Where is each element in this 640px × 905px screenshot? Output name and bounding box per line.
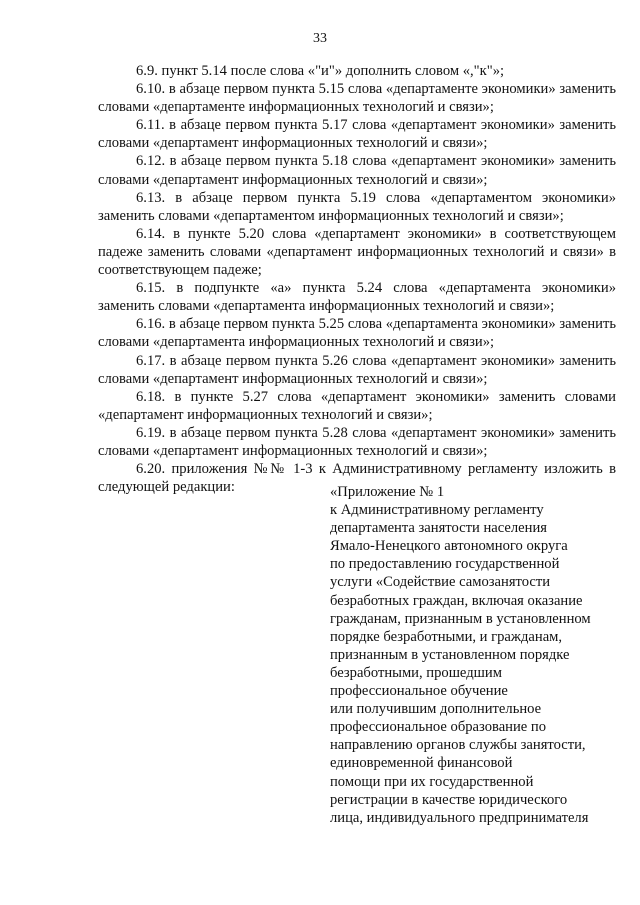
paragraph-6-15: 6.15. в подпункте «а» пункта 5.24 слова «департамента экономики» заменить словами «департамента информационных технологий и связи»; bbox=[98, 280, 616, 315]
appendix-line: порядке безработными, и гражданам, bbox=[330, 628, 563, 645]
appendix-line: Ямало-Ненецкого автономного округа bbox=[330, 538, 568, 555]
paragraph-6-16: 6.16. в абзаце первом пункта 5.25 слова «департамента экономики» заменить словами «департамента информационных технологий и связи»; bbox=[98, 316, 616, 351]
appendix-line: безработными, прошедшим bbox=[330, 664, 502, 681]
paragraph-6-10: 6.10. в абзаце первом пункта 5.15 слова «департаменте экономики» заменить словами «департаменте информационных технологий и связи»; bbox=[98, 81, 616, 116]
appendix-line: признанным в установленном порядке bbox=[330, 646, 570, 663]
appendix-line: единовременной финансовой bbox=[330, 755, 513, 772]
paragraph-6-19: 6.19. в абзаце первом пункта 5.28 слова «департамент экономики» заменить словами «департамент информационных технологий и связи»; bbox=[98, 424, 616, 459]
page-number: 33 bbox=[313, 31, 327, 46]
appendix-line: департамента занятости населения bbox=[330, 520, 547, 537]
paragraph-6-11: 6.11. в абзаце первом пункта 5.17 слова «департамент экономики» заменить словами «департамент информационных технологий и связи»; bbox=[98, 117, 616, 152]
appendix-line: помощи при их государственной bbox=[330, 773, 534, 790]
appendix-line: направлению органов службы занятости, bbox=[330, 737, 586, 754]
paragraph-6-12: 6.12. в абзаце первом пункта 5.18 слова «департамент экономики» заменить словами «департамент информационных технологий и связи»; bbox=[98, 153, 616, 188]
appendix-line: регистрации в качестве юридического bbox=[330, 791, 568, 808]
paragraph-6-14: 6.14. в пункте 5.20 слова «департамент экономики» в соответствующем падеже заменить словами «департамент информационных технологий и связи» в соответствующем падеже; bbox=[98, 225, 616, 279]
appendix-line: «Приложение № 1 bbox=[330, 484, 445, 500]
appendix-header bbox=[330, 483, 620, 827]
appendix-line: услуги «Содействие самозанятости bbox=[330, 574, 551, 591]
appendix-line: по предоставлению государственной bbox=[330, 556, 560, 573]
amendments-body bbox=[98, 62, 616, 496]
paragraph-6-20: 6.20. приложения №№ 1-3 к Административному регламенту изложить в следующей редакции: bbox=[98, 461, 616, 496]
appendix-line: безработных граждан, включая оказание bbox=[330, 592, 583, 609]
appendix-line: гражданам, признанным в установленном bbox=[330, 610, 591, 627]
paragraph-6-18: 6.18. в пункте 5.27 слова «департамент экономики» заменить словами «департамент информационных технологий и связи»; bbox=[98, 388, 616, 423]
appendix-line: профессиональное обучение bbox=[330, 683, 508, 700]
paragraph-6-9: 6.9. пункт 5.14 после слова «"и"» дополнить словом «,"к"»; bbox=[136, 63, 505, 79]
paragraph-6-13: 6.13. в абзаце первом пункта 5.19 слова «департаментом экономики» заменить словами «департаментом информационных технологий и связи»; bbox=[98, 189, 616, 224]
appendix-line: профессиональное образование по bbox=[330, 719, 547, 736]
paragraph-6-17: 6.17. в абзаце первом пункта 5.26 слова «департамент экономики» заменить словами «департамент информационных технологий и связи»; bbox=[98, 352, 616, 387]
appendix-line: или получившим дополнительное bbox=[330, 701, 542, 718]
appendix-line: лица, индивидуального предпринимателя bbox=[330, 809, 589, 826]
appendix-line: к Административному регламенту bbox=[330, 502, 544, 519]
